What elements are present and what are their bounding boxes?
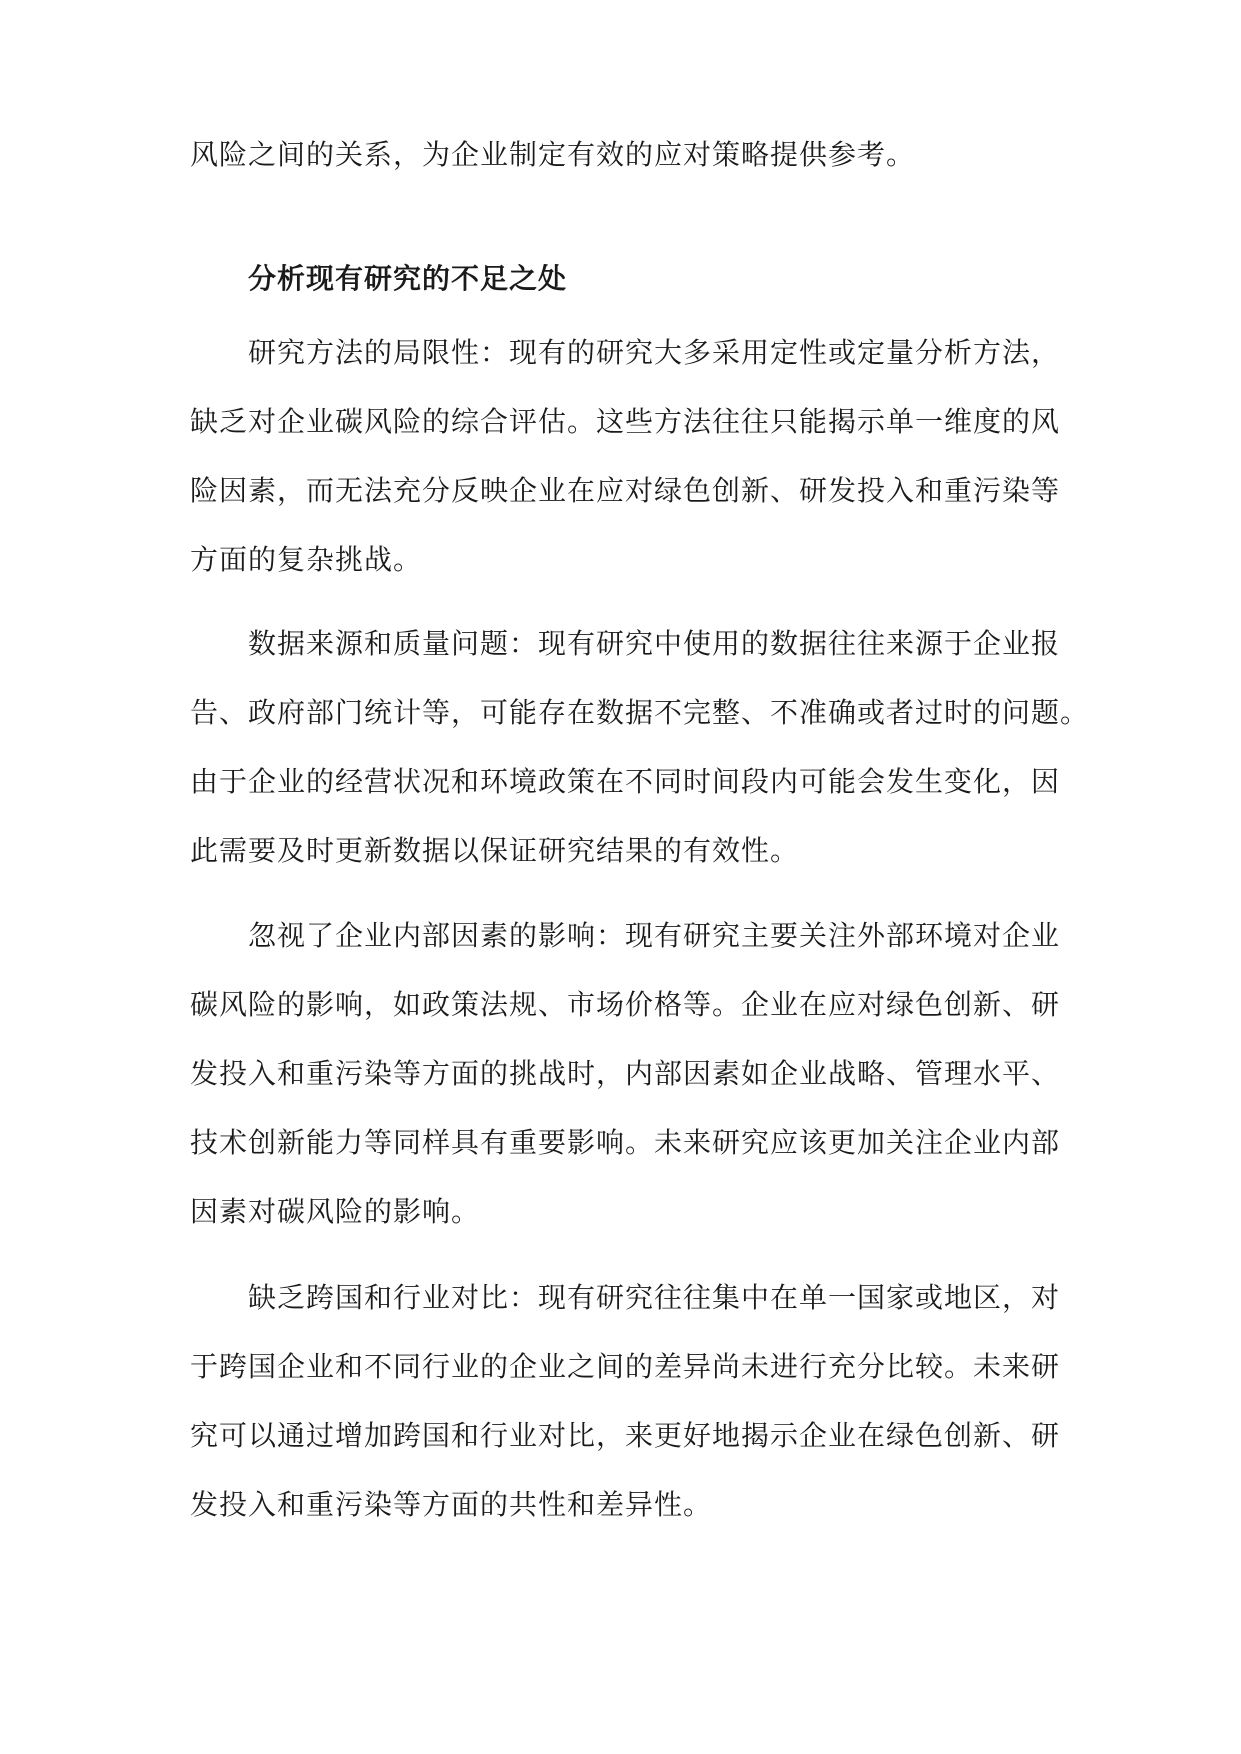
text-line: 险因素，而无法充分反映企业在应对绿色创新、研发投入和重污染等 [190,474,1061,507]
text-line: 究可以通过增加跨国和行业对比，来更好地揭示企业在绿色创新、研 [190,1419,1061,1452]
text-line: 因素对碳风险的影响。 [190,1195,481,1228]
text-line: 技术创新能力等同样具有重要影响。未来研究应该更加关注企业内部 [190,1126,1061,1159]
text-line: 发投入和重污染等方面的挑战时，内部因素如企业战略、管理水平、 [190,1057,1061,1090]
section-heading: 分析现有研究的不足之处 [248,262,568,295]
text-line: 数据来源和质量问题：现有研究中使用的数据往往来源于企业报 [248,627,1061,660]
text-line: 此需要及时更新数据以保证研究结果的有效性。 [190,834,800,867]
text-line: 发投入和重污染等方面的共性和差异性。 [190,1488,713,1521]
text-line: 由于企业的经营状况和环境政策在不同时间段内可能会发生变化，因 [190,765,1061,798]
text-line: 缺乏对企业碳风险的综合评估。这些方法往往只能揭示单一维度的风 [190,405,1061,438]
text-line: 告、政府部门统计等，可能存在数据不完整、不准确或者过时的问题。 [190,696,1090,729]
text-line: 研究方法的局限性：现有的研究大多采用定性或定量分析方法， [248,336,1061,369]
text-line: 于跨国企业和不同行业的企业之间的差异尚未进行充分比较。未来研 [190,1350,1061,1383]
text-line: 碳风险的影响，如政策法规、市场价格等。企业在应对绿色创新、研 [190,988,1061,1021]
text-line: 方面的复杂挑战。 [190,543,423,576]
text-line: 忽视了企业内部因素的影响：现有研究主要关注外部环境对企业 [248,919,1061,952]
text-line: 风险之间的关系，为企业制定有效的应对策略提供参考。 [190,138,916,171]
text-line: 缺乏跨国和行业对比：现有研究往往集中在单一国家或地区，对 [248,1281,1061,1314]
